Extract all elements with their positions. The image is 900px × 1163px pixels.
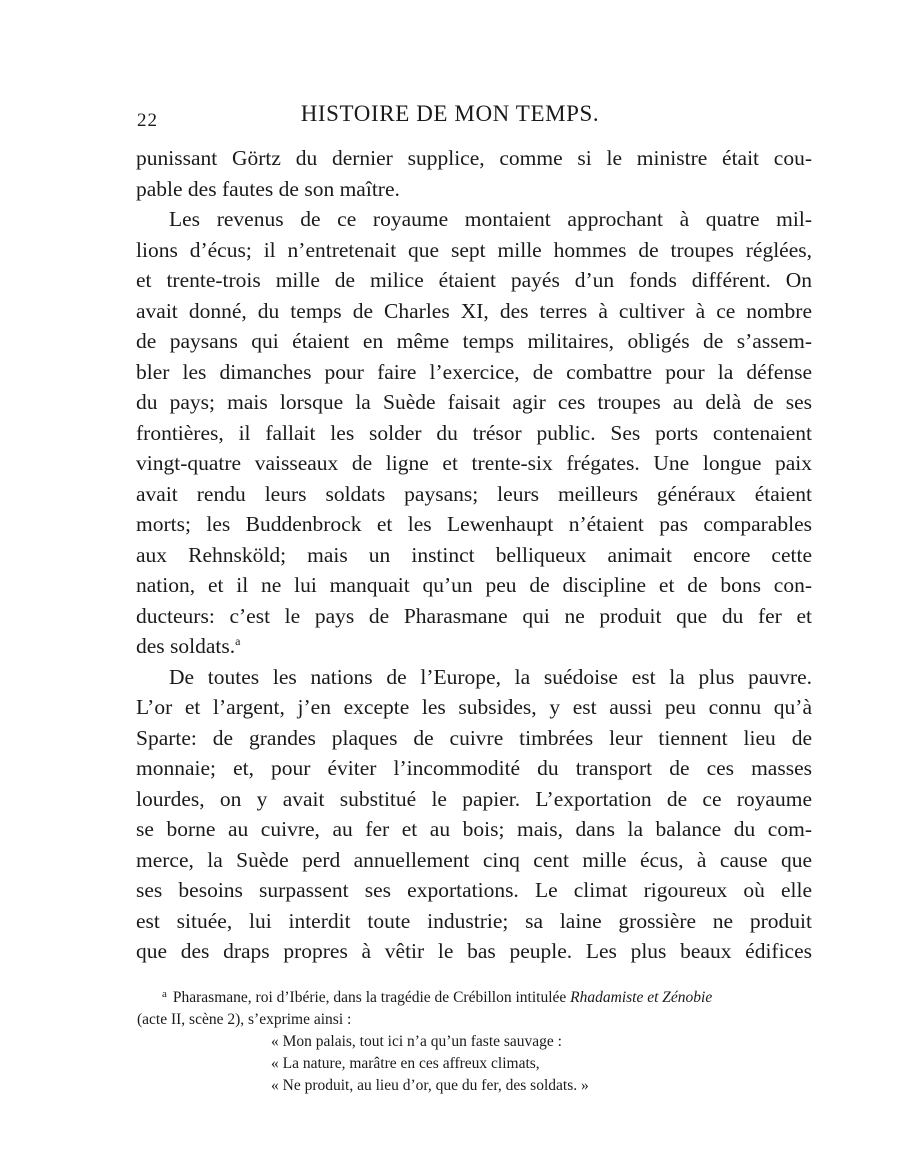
text-line: ducteurs: c’est le pays de Pharasmane qui ne produit que du fer et (136, 603, 812, 628)
text-line: et trente-trois mille de milice étaient payés d’un fonds différent. On (136, 268, 812, 292)
text-line: morts; les Buddenbrock et les Lewenhaupt n’étaient pas comparables (136, 512, 812, 536)
text-line: avait rendu leurs soldats paysans; leurs meilleurs généraux étaient (136, 481, 812, 506)
text-line: aux Rehnsköld; mais un instinct belliqueux animait encore cette (136, 542, 812, 567)
running-title: HISTOIRE DE MON TEMPS. (300, 101, 600, 126)
footnote-work-title: Rhadamiste et Zénobie (570, 989, 713, 1006)
footnote-verse: « La nature, marâtre en ces affreux climats, (271, 1055, 540, 1072)
text-line: que des draps propres à vêtir le bas peuple. Les plus beaux édifices (136, 939, 812, 963)
text-fragment: des soldats. (136, 634, 236, 658)
footnote-text: Pharasmane, roi d’Ibérie, dans la tragédie de Crébillon intitulée (172, 989, 571, 1006)
text-line: frontières, il fallait les solder du trésor public. Ses ports contenaient (136, 420, 812, 445)
text-line: est située, lui interdit toute industrie; sa laine grossière ne produit (136, 908, 812, 933)
text-line: nation, et il ne lui manquait qu’un peu de discipline et de bons con- (136, 573, 812, 597)
footnote-verse: « Ne produit, au lieu d’or, que du fer, des soldats. » (271, 1077, 589, 1094)
footnote-line: (acte II, scène 2), s’exprime ainsi : (137, 1011, 352, 1028)
footnote (137, 987, 812, 1097)
text-line: lourdes, on y avait substitué le papier. L’exportation de ce royaume (136, 786, 812, 811)
page-number: 22 (137, 110, 158, 131)
text-line: punissant Görtz du dernier supplice, comme si le ministre était cou- (136, 146, 812, 170)
text-line: lions d’écus; il n’entretenait que sept mille hommes de troupes réglées, (136, 237, 812, 262)
text-line: merce, la Suède perd annuellement cinq cent mille écus, à cause que (136, 847, 812, 872)
text-line: de paysans qui étaient en même temps militaires, obligés de s’assem- (136, 329, 812, 353)
text-line: Les revenus de ce royaume montaient approchant à quatre mil- (169, 207, 812, 231)
footnote-mark: a (162, 988, 167, 1000)
text-line: pable des fautes de son maître. (136, 176, 400, 201)
text-line: du pays; mais lorsque la Suède faisait agir ces troupes au delà de ses (136, 390, 812, 414)
text-line: L’or et l’argent, j’en excepte les subsides, y est aussi peu connu qu’à (136, 695, 812, 719)
text-line: bler les dimanches pour faire l’exercice, de combattre pour la défense (136, 359, 812, 384)
footnote-verse: « Mon palais, tout ici n’a qu’un faste sauvage : (271, 1033, 562, 1050)
text-line: vingt-quatre vaisseaux de ligne et trente-six frégates. Une longue paix (136, 451, 812, 475)
text-line: Sparte: de grandes plaques de cuivre timbrées leur tiennent lieu de (136, 725, 812, 750)
footnote-reference[interactable]: a (235, 634, 241, 648)
footnote-line (162, 987, 812, 1009)
body-text (136, 143, 812, 967)
text-line: se borne au cuivre, au fer et au bois; mais, dans la balance du com- (136, 817, 812, 841)
text-line: monnaie; et, pour éviter l’incommodité du transport de ces masses (136, 756, 812, 780)
text-line: De toutes les nations de l’Europe, la suédoise est la plus pauvre. (169, 664, 812, 689)
text-line: ses besoins surpassent ses exportations. Le climat rigoureux où elle (136, 878, 812, 902)
text-line-with-note (136, 631, 812, 662)
text-line: avait donné, du temps de Charles XI, des terres à cultiver à ce nombre (136, 298, 812, 323)
